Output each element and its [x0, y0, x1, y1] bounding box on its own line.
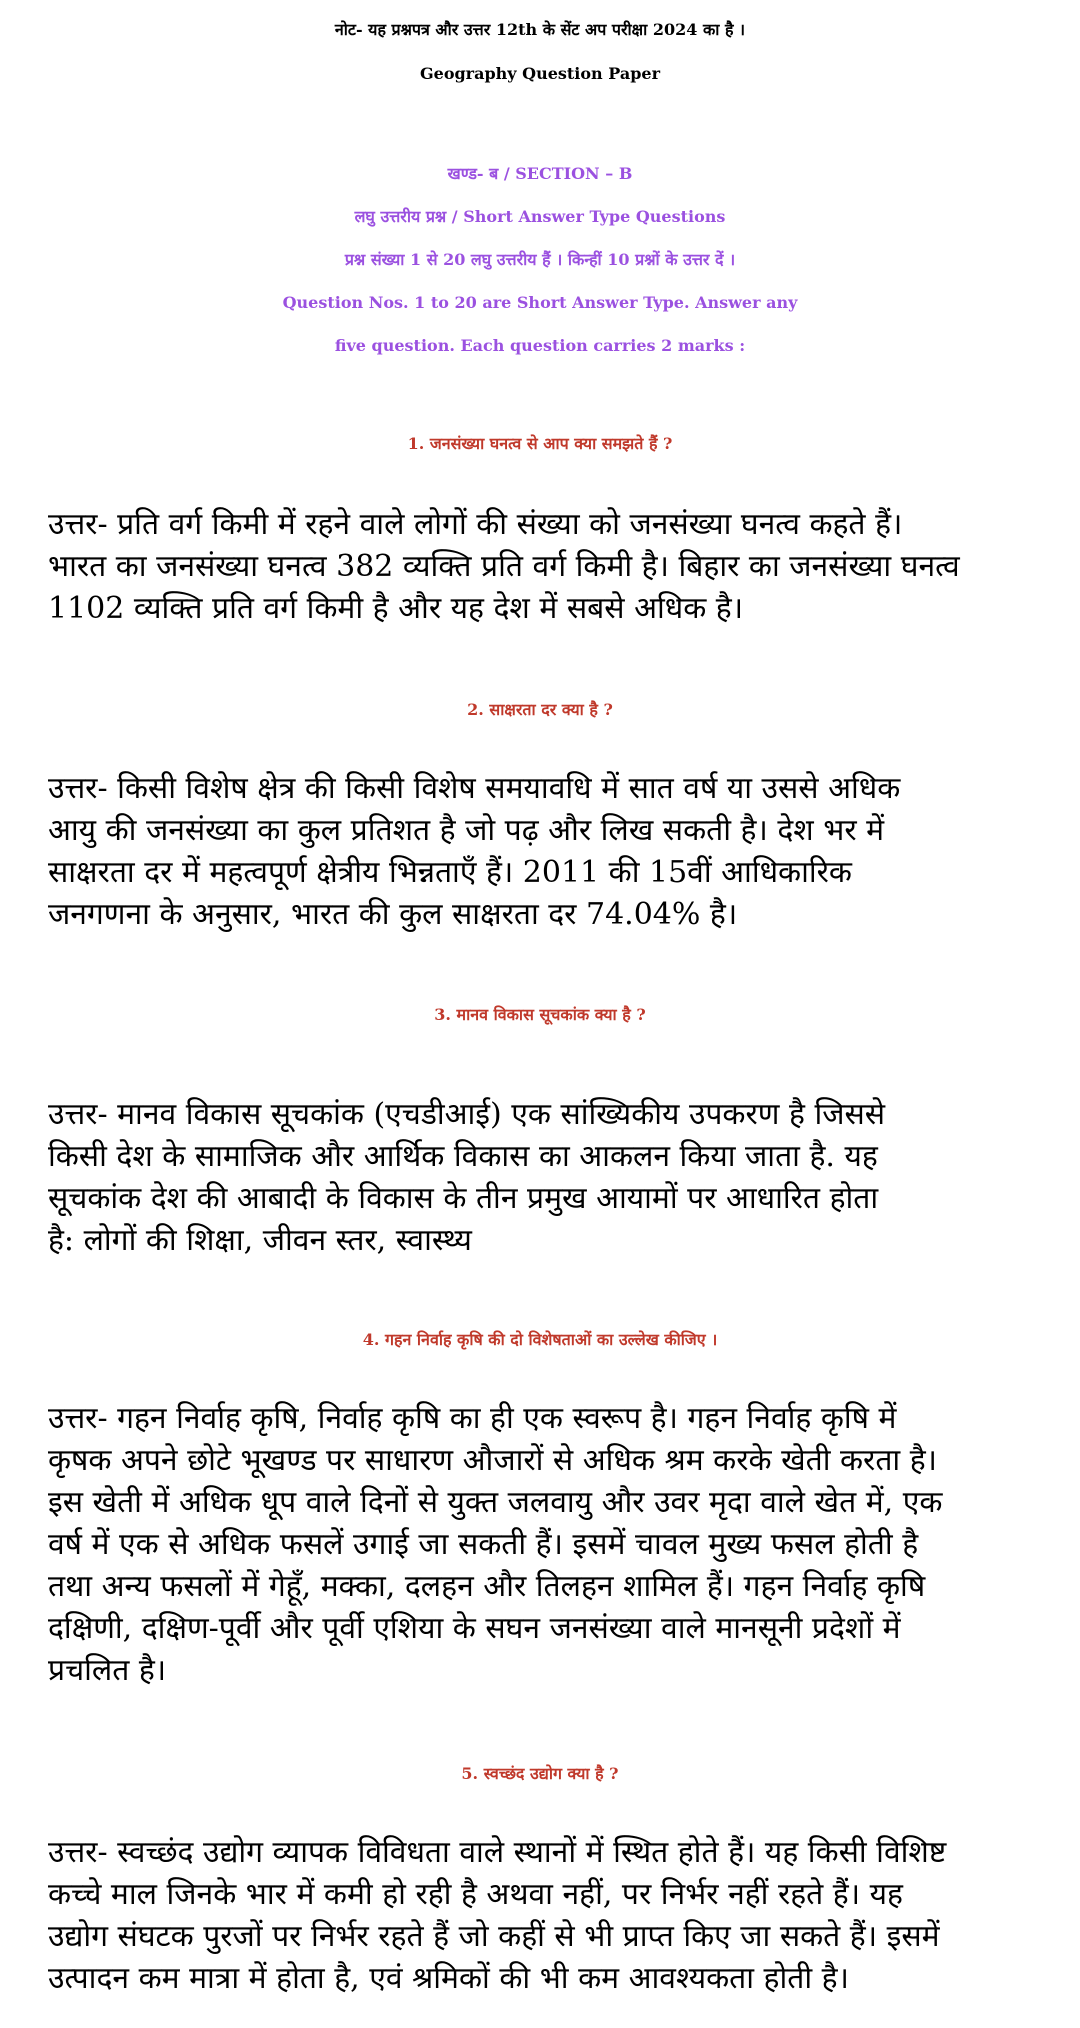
- answer-line: उत्पादन कम मात्रा में होता है, एवं श्रमिकों की भी कम आवश्यकता होती है।: [48, 1961, 849, 1996]
- question-title: 1. जनसंख्या घनत्व से आप क्या समझते हैं ?: [407, 434, 673, 453]
- answer-line: वर्ष में एक से अधिक फसलें उगाई जा सकती हैं। इसमें चावल मुख्य फसल होती है: [48, 1527, 919, 1562]
- answer-block: [48, 1398, 1068, 1692]
- answer-line: जनगणना के अनुसार, भारत की कुल साक्षरता दर 74.04% है।: [48, 897, 738, 932]
- question-title: 4. गहन निर्वाह कृषि की दो विशेषताओं का उल्लेख कीजिए ।: [362, 1330, 718, 1349]
- answer-line: इस खेती में अधिक धूप वाले दिनों से युक्त जलवायु और उवर मृदा वाले खेत में, एक: [48, 1485, 943, 1520]
- answer-line: उत्तर- स्वच्छंद उद्योग व्यापक विविधता वाले स्थानों में स्थित होते हैं। यह किसी विशिष्ट: [48, 1835, 947, 1870]
- answer-line: सूचकांक देश की आबादी के विकास के तीन प्रमुख आयामों पर आधारित होता: [48, 1181, 879, 1216]
- answer-line: 1102 व्यक्ति प्रति वर्ग किमी है और यह देश में सबसे अधिक है।: [48, 591, 744, 626]
- note-line: नोट- यह प्रश्नपत्र और उत्तर 12th के सेंट अप परीक्षा 2024 का है ।: [334, 20, 746, 39]
- answer-line: किसी देश के सामाजिक और आर्थिक विकास का आकलन किया जाता है. यह: [48, 1139, 878, 1174]
- section-name: खण्ड- ब / SECTION – B: [447, 164, 633, 183]
- answer-line: कच्चे माल जिनके भार में कमी हो रही है अथवा नहीं, पर निर्भर नहीं रहते हैं। यह: [48, 1877, 903, 1912]
- question-title: 2. साक्षरता दर क्या है ?: [467, 700, 613, 719]
- paper-title: Geography Question Paper: [419, 64, 661, 83]
- answer-block: [48, 504, 1068, 630]
- answer-line: उत्तर- मानव विकास सूचकांक (एचडीआई) एक सांख्यिकीय उपकरण है जिससे: [48, 1097, 886, 1132]
- answer-line: है: लोगों की शिक्षा, जीवन स्तर, स्वास्थ्य: [48, 1223, 472, 1258]
- section-type: लघु उत्तरीय प्रश्न / Short Answer Type Questions: [354, 207, 726, 226]
- answer-line: उत्तर- गहन निर्वाह कृषि, निर्वाह कृषि का ही एक स्वरूप है। गहन निर्वाह कृषि में: [48, 1401, 897, 1436]
- question-title: 5. स्वच्छंद उद्योग क्या है ?: [461, 1764, 619, 1783]
- answer-line: दक्षिणी, दक्षिण-पूर्वी और पूर्वी एशिया के सघन जनसंख्या वाले मानसूनी प्रदेशों में: [48, 1611, 901, 1646]
- instruction-hindi: प्रश्न संख्या 1 से 20 लघु उत्तरीय हैं । किन्हीं 10 प्रश्नों के उत्तर दें ।: [344, 250, 736, 269]
- answer-line: प्रचलित है।: [48, 1653, 167, 1688]
- answer-block: [48, 1832, 1068, 2000]
- instruction-english-line-1: Question Nos. 1 to 20 are Short Answer Type. Answer any: [282, 293, 798, 312]
- answer-block: [48, 768, 1068, 936]
- answer-line: आयु की जनसंख्या का कुल प्रतिशत है जो पढ़ और लिख सकती है। देश भर में: [48, 813, 885, 848]
- section-header: [0, 152, 1080, 367]
- answer-block: [48, 1094, 1068, 1262]
- answer-line: उद्योग संघटक पुरजों पर निर्भर रहते हैं जो कहीं से भी प्राप्त किए जा सकते हैं। इसमें: [48, 1919, 940, 1954]
- instruction-english-line-2: five question. Each question carries 2 marks :: [334, 336, 746, 355]
- answer-line: भारत का जनसंख्या घनत्व 382 व्यक्ति प्रति वर्ग किमी है। बिहार का जनसंख्या घनत्व: [48, 549, 960, 584]
- answer-line: उत्तर- किसी विशेष क्षेत्र की किसी विशेष समयावधि में सात वर्ष या उससे अधिक: [48, 771, 901, 806]
- answer-line: साक्षरता दर में महत्वपूर्ण क्षेत्रीय भिन्नताएँ हैं। 2011 की 15वीं आधिकारिक: [48, 855, 852, 890]
- answer-line: कृषक अपने छोटे भूखण्ड पर साधारण औजारों से अधिक श्रम करके खेती करता है।: [48, 1443, 938, 1478]
- answer-line: उत्तर- प्रति वर्ग किमी में रहने वाले लोगों की संख्या को जनसंख्या घनत्व कहते हैं।: [48, 507, 903, 542]
- question-title: 3. मानव विकास सूचकांक क्या है ?: [434, 1005, 646, 1024]
- answer-line: तथा अन्य फसलों में गेहूँ, मक्का, दलहन और तिलहन शामिल हैं। गहन निर्वाह कृषि: [48, 1569, 926, 1604]
